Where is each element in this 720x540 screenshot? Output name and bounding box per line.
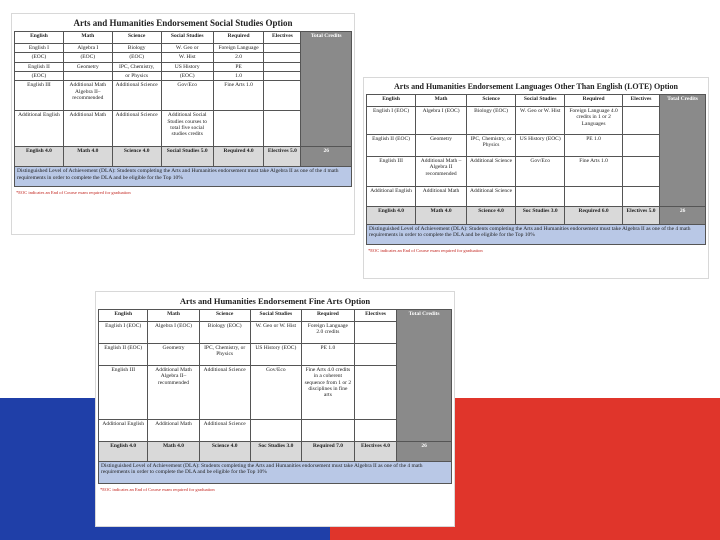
table-cell: Foreign Language — [213, 44, 264, 53]
table-cell: Additional Science — [466, 157, 515, 187]
header-cell: English — [99, 310, 148, 322]
table-cell — [565, 187, 623, 207]
table-cell: English I (EOC) — [367, 107, 416, 135]
table-cell: English III — [99, 366, 148, 420]
header-cell: English — [367, 95, 416, 107]
table-cell: Additional Math Algebra II– recommended — [148, 366, 199, 420]
header-cell: Electives — [354, 310, 396, 322]
subtotal-cell: Math 4.0 — [148, 442, 199, 462]
doc-title: Arts and Humanities Endorsement Social Studies Option — [73, 18, 293, 28]
table-cell: US History (EOC) — [516, 135, 565, 157]
table-cell — [354, 344, 396, 366]
header-cell: Social Studies — [516, 95, 565, 107]
table-cell: Gov/Eco — [250, 366, 301, 420]
table-cell: Additional Math — [416, 187, 467, 207]
header-cell: Science — [466, 95, 515, 107]
table-cell: US History (EOC) — [250, 344, 301, 366]
doc-title: Arts and Humanities Endorsement Fine Arts Option — [179, 296, 371, 306]
table-cell — [264, 71, 301, 80]
table-cell: English I — [15, 44, 64, 53]
subtotal-cell: Math 4.0 — [416, 207, 467, 225]
total-credits-value: 26 — [301, 147, 352, 167]
table-cell: (EOC) — [15, 53, 64, 62]
table-cell: Additional English — [99, 420, 148, 442]
table-cell: Additional Science — [466, 187, 515, 207]
table-cell — [213, 111, 264, 147]
lote-option-sheet — [364, 78, 708, 278]
table-cell: English II (EOC) — [99, 344, 148, 366]
table-cell: Gov/Eco — [516, 157, 565, 187]
subtotal-cell: Science 4.0 — [112, 147, 161, 167]
table-cell: W. Geo or W. Hist — [250, 322, 301, 344]
subtotal-cell: Soc Studies 3.0 — [250, 442, 301, 462]
table-cell: Geometry — [63, 62, 112, 71]
table-cell: English II — [15, 62, 64, 71]
table-cell: Fine Arts 1.0 — [565, 157, 623, 187]
subtotal-cell: Required 6.0 — [565, 207, 623, 225]
subtotal-cell: Social Studies 5.0 — [161, 147, 213, 167]
table-cell: Additional Social Studies courses to total five social studies credits — [161, 111, 213, 147]
course-table — [366, 94, 706, 245]
table-cell — [354, 322, 396, 344]
table-cell — [622, 157, 659, 187]
dla-note: Distinguished Level of Achievement (DLA): Students completing the Arts and Humanities endorsement must take Algebra II as one of the 4 math requirements in order to complete the DLA and be eligible for the Top 10% — [15, 167, 352, 187]
header-cell: Electives — [622, 95, 659, 107]
table-cell — [516, 187, 565, 207]
table-cell: English III — [15, 81, 64, 111]
dla-note: Distinguished Level of Achievement (DLA): Students completing the Arts and Humanities endorsement must take Algebra II as one of the 4 math requirements in order to complete the DLA and be eligible for the Top 10% — [367, 225, 706, 245]
table-cell: Additional Science — [112, 111, 161, 147]
table-cell: Geometry — [148, 344, 199, 366]
table-cell — [264, 62, 301, 71]
table-cell: Algebra I — [63, 44, 112, 53]
header-cell: Required — [565, 95, 623, 107]
table-cell — [264, 44, 301, 53]
table-cell — [354, 366, 396, 420]
subtotal-cell: Electives 5.0 — [622, 207, 659, 225]
table-cell: (EOC) — [63, 53, 112, 62]
table-cell: Additional English — [367, 187, 416, 207]
table-cell: Additional Science — [112, 81, 161, 111]
header-cell: Required — [213, 32, 264, 44]
subtotal-cell: Required 4.0 — [213, 147, 264, 167]
header-cell: Required — [301, 310, 354, 322]
eoc-footnote: *EOC indicates an End of Course exam required for graduation — [100, 487, 215, 492]
table-cell: English III — [367, 157, 416, 187]
header-cell: Math — [416, 95, 467, 107]
dla-note: Distinguished Level of Achievement (DLA): Students completing the Arts and Humanities endorsement must take Algebra II as one of the 4 math requirements in order to complete the DLA and be eligible for the Top 10% — [99, 462, 452, 484]
table-cell: Fine Arts 1.0 — [213, 81, 264, 111]
eoc-footnote: *EOC indicates an End of Course exam required for graduation — [368, 248, 483, 253]
table-cell: Additional Math Algebra II– recommended — [63, 81, 112, 111]
table-cell: IPC, Chemistry, or Physics — [199, 344, 250, 366]
table-cell: Biology (EOC) — [199, 322, 250, 344]
table-cell: (EOC) — [161, 71, 213, 80]
table-cell: PE 1.0 — [565, 135, 623, 157]
table-cell: W. Geo or — [161, 44, 213, 53]
total-credits-header: Total Credits — [301, 32, 352, 147]
table-cell: Additional Math — [148, 420, 199, 442]
table-cell: Fine Arts 4.0 credits in a coherent sequence from 1 or 2 disciplines in fine arts — [301, 366, 354, 420]
header-cell: Electives — [264, 32, 301, 44]
table-cell: PE — [213, 62, 264, 71]
table-cell: Gov/Eco — [161, 81, 213, 111]
table-cell: Additional English — [15, 111, 64, 147]
table-cell: US History — [161, 62, 213, 71]
subtotal-cell: English 4.0 — [99, 442, 148, 462]
subtotal-cell: English 4.0 — [367, 207, 416, 225]
course-table — [14, 31, 352, 187]
header-cell: Social Studies — [250, 310, 301, 322]
table-cell: IPC, Chemistry, — [112, 62, 161, 71]
subtotal-cell: Math 4.0 — [63, 147, 112, 167]
table-cell — [264, 111, 301, 147]
table-cell: Additional Science — [199, 366, 250, 420]
table-cell: 2.0 — [213, 53, 264, 62]
table-cell — [622, 187, 659, 207]
subtotal-cell: Soc Studies 3.0 — [516, 207, 565, 225]
table-cell: W. Hist — [161, 53, 213, 62]
table-cell: English I (EOC) — [99, 322, 148, 344]
table-cell — [250, 420, 301, 442]
table-cell: Foreign Language 4.0 credits in 1 or 2 Languages — [565, 107, 623, 135]
header-cell: English — [15, 32, 64, 44]
doc-title: Arts and Humanities Endorsement Languages Other Than English (LOTE) Option — [394, 82, 678, 91]
subtotal-cell: Electives 5.0 — [264, 147, 301, 167]
table-cell: Algebra I (EOC) — [416, 107, 467, 135]
table-cell: Geometry — [416, 135, 467, 157]
subtotal-cell: Science 4.0 — [466, 207, 515, 225]
table-cell — [622, 107, 659, 135]
eoc-footnote: *EOC indicates an End of Course exam required for graduation — [16, 190, 131, 196]
social-studies-option-sheet — [12, 14, 354, 234]
table-cell: W. Geo or W. Hist — [516, 107, 565, 135]
fine-arts-option-sheet — [96, 292, 454, 526]
table-cell: IPC, Chemistry, or Physics — [466, 135, 515, 157]
table-cell: Algebra I (EOC) — [148, 322, 199, 344]
total-credits-header: Total Credits — [397, 310, 452, 442]
table-cell: Additional Math – Algebra II recommended — [416, 157, 467, 187]
course-table — [98, 309, 452, 484]
subtotal-cell: English 4.0 — [15, 147, 64, 167]
table-cell — [622, 135, 659, 157]
table-cell — [264, 81, 301, 111]
header-cell: Social Studies — [161, 32, 213, 44]
header-cell: Math — [63, 32, 112, 44]
table-cell: (EOC) — [112, 53, 161, 62]
total-credits-value: 26 — [397, 442, 452, 462]
table-cell: English II (EOC) — [367, 135, 416, 157]
table-cell: Foreign Language 2.0 credits — [301, 322, 354, 344]
table-cell: 1.0 — [213, 71, 264, 80]
header-cell: Math — [148, 310, 199, 322]
table-cell: Additional Math — [63, 111, 112, 147]
table-cell — [264, 53, 301, 62]
table-cell — [354, 420, 396, 442]
header-cell: Science — [199, 310, 250, 322]
table-cell: Additional Science — [199, 420, 250, 442]
table-cell: Biology — [112, 44, 161, 53]
table-cell: or Physics — [112, 71, 161, 80]
table-cell: PE 1.0 — [301, 344, 354, 366]
subtotal-cell: Electives 4.0 — [354, 442, 396, 462]
total-credits-header: Total Credits — [660, 95, 706, 207]
table-cell: (EOC) — [15, 71, 64, 80]
subtotal-cell: Science 4.0 — [199, 442, 250, 462]
table-cell: Biology (EOC) — [466, 107, 515, 135]
table-cell — [63, 71, 112, 80]
table-cell — [301, 420, 354, 442]
subtotal-cell: Required 7.0 — [301, 442, 354, 462]
total-credits-value: 26 — [660, 207, 706, 225]
header-cell: Science — [112, 32, 161, 44]
